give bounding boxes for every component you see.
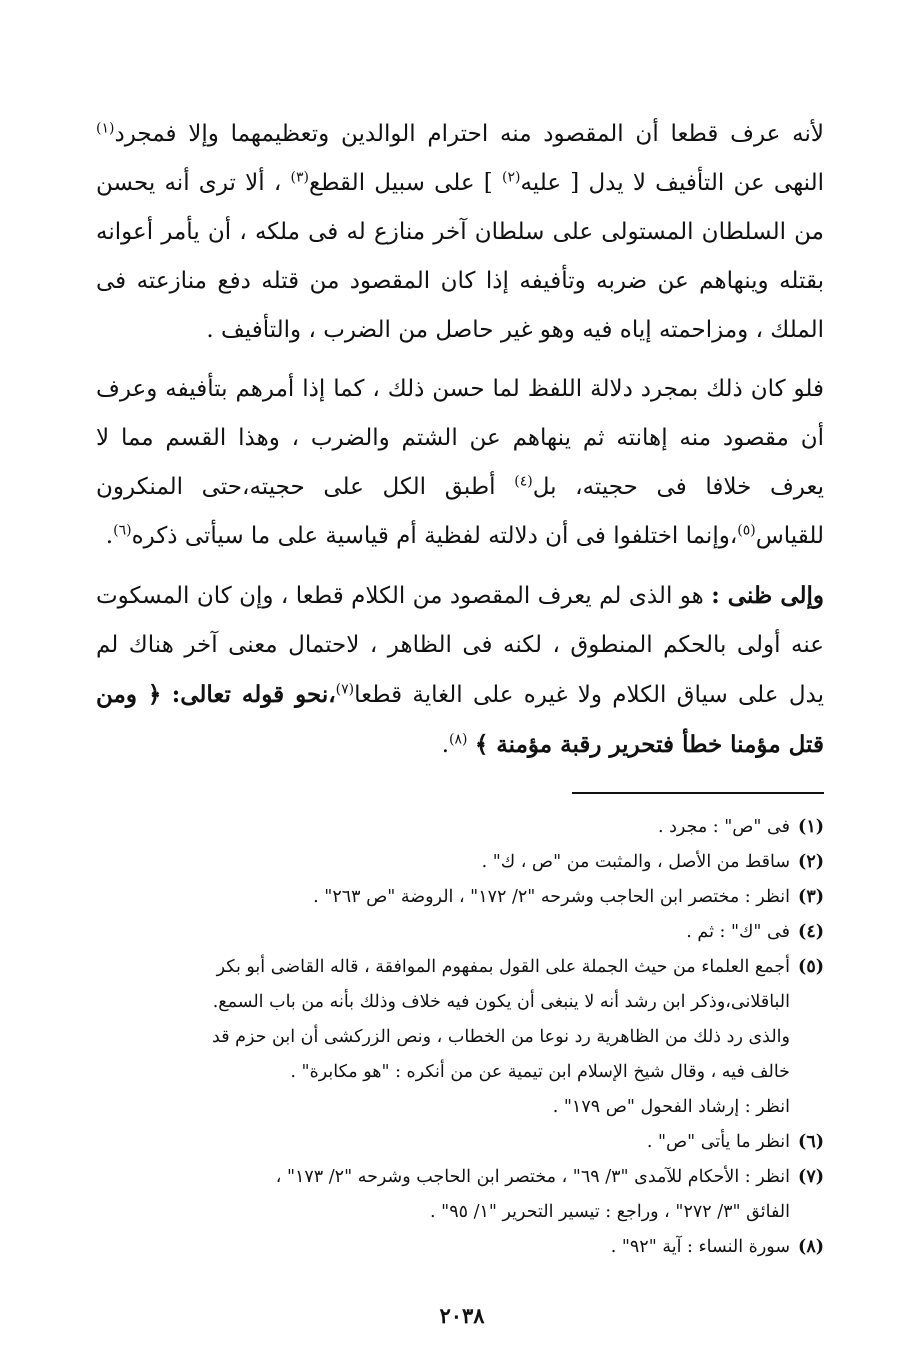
paragraph-3	[96, 571, 824, 770]
footnote-number: (٧)	[798, 1167, 824, 1187]
footnote-text	[96, 1230, 790, 1265]
paragraph-1-text-d: ، ألا ترى أنه يحسن من السلطان المستولى على سلطان آخر منازع له فى ملكه ، أن يأمر أعوانه بقتله وينهاهم عن ضربه وتأفيفه إذا كان المقصود من قتله دفع منازعته فى الملك ، ومزاحمته إياه فيه وهو غير حاصل من الضرب ، والتأفيف .	[96, 170, 824, 343]
footnote-line: والذى رد ذلك من الظاهرية رد نوعا من الخطاب ، ونص الزركشى أن ابن حزم قد	[212, 1027, 790, 1047]
footnote-line: سورة النساء : آية "٩٢" .	[610, 1237, 790, 1257]
paragraph-2-text-c: ،وإنما اختلفوا فى أن دلالته لفظية أم قياسية على ما سيأتى ذكره	[131, 523, 738, 549]
main-text	[96, 110, 824, 770]
footnote-line: خالف فيه ، وقال شيخ الإسلام ابن تيمية عن من أنكره : "هو مكابرة" .	[290, 1062, 790, 1082]
footnote-ref-7[interactable]: (٧)	[335, 681, 355, 698]
footnote-4	[96, 915, 824, 950]
paragraph-2	[96, 365, 824, 561]
footnote-line: انظر : الأحكام للآمدى "٣/ ٦٩" ، مختصر ابن الحاجب وشرحه "٢/ ١٧٣" ،	[275, 1167, 790, 1187]
footnote-number: (٢)	[798, 852, 824, 872]
footnote-ref-2[interactable]: (٢)	[501, 169, 521, 186]
footnote-ref-6[interactable]: (٦)	[113, 522, 132, 539]
footnote-number: (٨)	[798, 1237, 824, 1257]
quran-verse: ﴿ ومن قتل مؤمنا خطأ فتحرير رقبة مؤمنة ﴾	[96, 681, 824, 758]
footnote-5	[96, 950, 824, 1125]
footnote-line: الفائق "٣/ ٢٧٢" ، وراجع : تيسير التحرير "١/ ٩٥" .	[430, 1202, 790, 1222]
footnotes	[96, 810, 824, 1265]
footnote-ref-4[interactable]: (٤)	[514, 473, 533, 490]
footnote-ref-8[interactable]: (٨)	[449, 731, 468, 748]
footnote-line: الباقلانى،وذكر ابن رشد أنه لا ينبغى أن يكون فيه خلاف وذلك بأنه من باب السمع.	[212, 992, 790, 1012]
footnote-line: ساقط من الأصل ، والمثبت من "ص ، ك" .	[481, 852, 790, 872]
footnote-text	[96, 880, 790, 915]
paragraph-3-text-b: ،نحو قوله تعالى:	[171, 681, 336, 708]
footnote-ref-5[interactable]: (٥)	[737, 522, 756, 539]
paragraph-2-text-a: فلو كان ذلك بمجرد دلالة اللفظ لما حسن ذلك ، كما إذا أمرهم بتأفيفه وعرف أن مقصود منه إهانته ثم ينهاهم عن الشتم والضرب ، وهذا القسم مما لا يعرف خلافا فى حجيته، بل	[96, 376, 824, 500]
footnote-8	[96, 1230, 824, 1265]
footnote-text	[96, 950, 790, 1125]
footnote-ref-1[interactable]: (١)	[96, 120, 115, 137]
footnote-number: (١)	[798, 817, 824, 837]
footnote-ref-3[interactable]: (٣)	[290, 169, 309, 186]
paragraph-1	[96, 110, 824, 355]
footnote-line: فى "ص" : مجرد .	[657, 817, 790, 837]
paragraph-3-lead: وإلى ظنى :	[711, 582, 824, 609]
paragraph-3-text-c: .	[441, 732, 450, 758]
footnote-7	[96, 1160, 824, 1230]
footnote-line: انظر ما يأتى "ص" .	[646, 1132, 790, 1152]
footnote-number: (٥)	[798, 957, 824, 977]
footnote-number: (٤)	[798, 922, 824, 942]
footnote-text	[96, 810, 790, 845]
footnote-line: فى "ك" : ثم .	[686, 922, 790, 942]
footnote-divider	[572, 792, 824, 794]
footnote-6	[96, 1125, 824, 1160]
paragraph-2-text-d: .	[105, 523, 114, 549]
footnote-text	[96, 1160, 790, 1230]
paragraph-1-text-c: ] على سبيل القطع	[308, 170, 493, 196]
footnote-text	[96, 845, 790, 880]
footnote-3	[96, 880, 824, 915]
footnote-line: انظر : إرشاد الفحول "ص ١٧٩" .	[552, 1097, 790, 1117]
footnote-number: (٣)	[798, 887, 824, 907]
paragraph-2-text-b: أطبق الكل على حجيته،حتى المنكرون للقياس	[96, 474, 824, 549]
footnote-text	[96, 1125, 790, 1160]
footnote-2	[96, 845, 824, 880]
footnote-number: (٦)	[798, 1132, 824, 1152]
footnote-text	[96, 915, 790, 950]
paragraph-1-text-b: النهى عن التأفيف لا يدل [ عليه	[520, 170, 825, 196]
page-number: ٢٠٣٨	[439, 1303, 485, 1328]
footnote-1	[96, 810, 824, 845]
footnote-line: أجمع العلماء من حيث الجملة على القول بمفهوم الموافقة ، قاله القاضى أبو بكر	[216, 957, 790, 977]
paragraph-1-text-a: لأنه عرف قطعا أن المقصود منه احترام الوالدين وتعظيمهما وإلا فمجرد	[114, 121, 824, 147]
footnote-line: انظر : مختصر ابن الحاجب وشرحه "٢/ ١٧٢" ، الروضة "ص ٢٦٣" .	[313, 887, 790, 907]
paragraph-3-text-a: هو الذى لم يعرف المقصود من الكلام قطعا ، وإن كان المسكوت عنه أولى بالحكم المنطوق ، لكنه فى الظاهر ، لاحتمال معنى آخر هناك لم يدل على سياق الكلام ولا غيره على الغاية قطعا	[96, 583, 825, 708]
